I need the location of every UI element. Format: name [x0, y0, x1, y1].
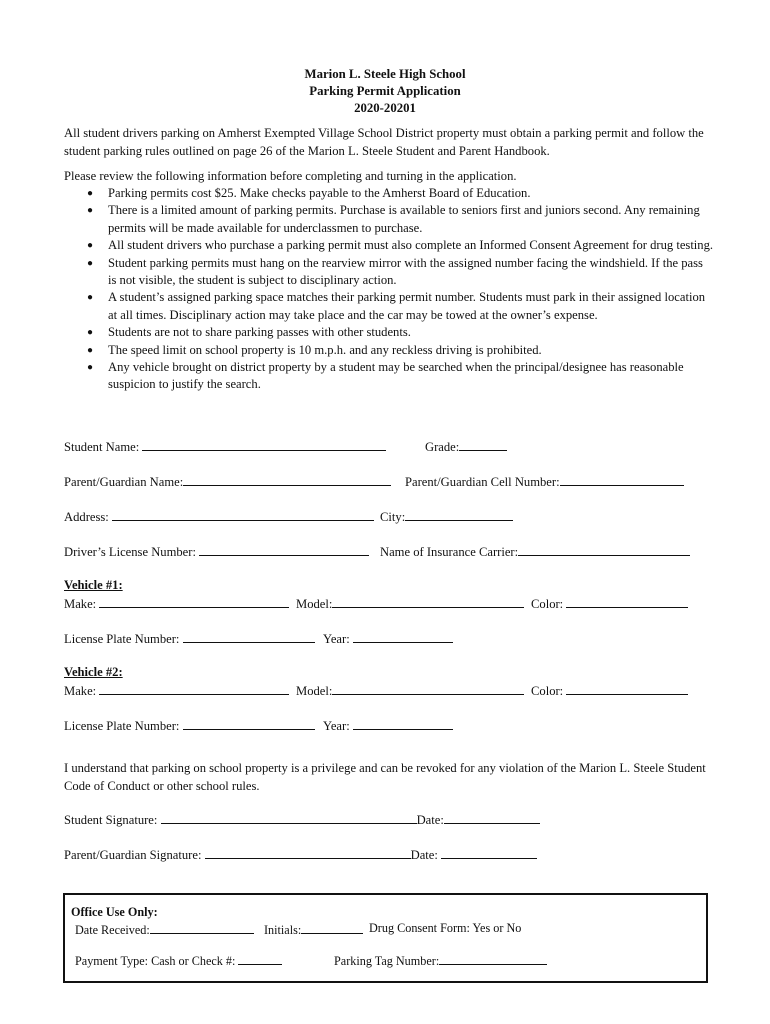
parking-tag-row — [334, 952, 547, 969]
vehicle-1-title: Vehicle #1: — [64, 578, 123, 592]
parking-tag-label: Parking Tag Number: — [334, 954, 440, 968]
grade-field[interactable] — [459, 438, 507, 451]
parent-date-field[interactable] — [441, 846, 537, 859]
address-row — [64, 508, 374, 525]
parent-cell-label: Parent/Guardian Cell Number: — [405, 475, 560, 489]
office-use-box — [63, 893, 708, 983]
school-year: 2020-20201 — [354, 101, 416, 115]
rule-text: A student’s assigned parking space matches their parking permit number. Students must park in their assigned location at all times. Disciplinary action may take place and the car may be towed at the owner’s expense. — [108, 290, 706, 322]
parent-signature-label: Parent/Guardian Signature: — [64, 848, 202, 862]
parent-name-row — [64, 473, 391, 490]
rule-text: Students are not to share parking passes with other students. — [108, 325, 411, 340]
vehicle-1-make-row — [64, 595, 289, 612]
address-label: Address: — [64, 510, 109, 524]
rule-text: All student drivers who purchase a parking permit must also complete an Informed Consent Agreement for drug testing. — [108, 238, 714, 253]
drug-consent-text: Drug Consent Form: Yes or No — [369, 921, 522, 935]
rule-text: The speed limit on school property is 10 m.p.h. and any reckless driving is prohibited. — [108, 342, 542, 357]
rule-text: Parking permits cost $25. Make checks payable to the Amherst Board of Education. — [108, 186, 531, 200]
vehicle-2-make-field[interactable] — [99, 682, 289, 695]
payment-type-row — [75, 952, 282, 969]
vehicle-1-color-row — [531, 595, 688, 612]
bullet-icon: ● — [87, 257, 94, 269]
student-date-field[interactable] — [444, 811, 540, 824]
intro-paragraph: All student drivers parking on Amherst Exempted Village School District property must obtain a parking permit and follow the student parking rules outlined on page 26 of the Marion L. Steele Student and Parent Handbook. — [64, 126, 704, 158]
rule-item — [64, 202, 714, 237]
parent-cell-row — [405, 473, 684, 490]
city-field[interactable] — [405, 508, 513, 521]
payment-type-label: Payment Type: Cash or Check #: — [75, 954, 236, 968]
student-name-label: Student Name: — [64, 440, 140, 454]
insurance-row — [380, 543, 690, 560]
vehicle-2-color-field[interactable] — [566, 682, 688, 695]
city-label: City: — [380, 510, 406, 524]
review-lead: Please review the following information before completing and turning in the application. — [64, 169, 517, 183]
parent-name-field[interactable] — [183, 473, 391, 486]
rule-text: Student parking permits must hang on the rearview mirror with the assigned number facing the windshield. If the pass is not visible, the student is subject to disciplinary action. — [108, 255, 703, 288]
vehicle-1-year-row — [323, 630, 453, 647]
vehicle-1-make-field[interactable] — [99, 595, 289, 608]
student-signature-row — [64, 811, 540, 828]
vehicle-2-plate-row — [64, 717, 315, 734]
vehicle-2-make-row — [64, 682, 289, 699]
student-signature-label: Student Signature: — [64, 813, 158, 827]
student-name-row — [64, 438, 386, 455]
rule-item — [64, 359, 714, 394]
color-label: Color: — [531, 597, 564, 611]
office-use-title: Office Use Only: — [71, 905, 158, 919]
city-row — [380, 508, 513, 525]
date-received-field[interactable] — [150, 921, 254, 934]
insurance-field[interactable] — [518, 543, 690, 556]
rule-item — [64, 255, 714, 290]
grade-label: Grade: — [425, 440, 460, 454]
grade-row — [425, 438, 507, 455]
agreement-paragraph: I understand that parking on school property is a privilege and can be revoked for any violation of the Marion L. Steele Student Code of Conduct or other school rules. — [64, 761, 706, 793]
student-name-field[interactable] — [142, 438, 386, 451]
student-signature-field[interactable] — [161, 811, 417, 824]
rule-item — [64, 237, 714, 254]
bullet-icon: ● — [87, 240, 94, 252]
vehicle-1-plate-row — [64, 630, 315, 647]
color-label: Color: — [531, 684, 564, 698]
bullet-icon: ● — [87, 205, 94, 217]
vehicle-2-year-field[interactable] — [353, 717, 453, 730]
student-date-label: Date: — [416, 813, 444, 827]
rule-item — [64, 289, 714, 324]
rule-text: There is a limited amount of parking permits. Purchase is available to seniors first and juniors second. Any remaining permits will be made available for underclassmen to purchase. — [108, 203, 700, 235]
bullet-icon: ● — [87, 292, 94, 304]
make-label: Make: — [64, 597, 97, 611]
initials-row — [264, 921, 363, 938]
date-received-label: Date Received: — [75, 923, 150, 937]
model-label: Model: — [296, 684, 333, 698]
license-row — [64, 543, 369, 560]
parent-date-label: Date: — [410, 848, 438, 862]
initials-field[interactable] — [301, 921, 363, 934]
date-received-row — [75, 921, 254, 938]
vehicle-2-model-row — [296, 682, 524, 699]
rules-list — [64, 185, 714, 394]
parking-tag-field[interactable] — [439, 952, 547, 965]
parent-signature-field[interactable] — [205, 846, 411, 859]
school-name: Marion L. Steele High School — [304, 67, 466, 81]
model-label: Model: — [296, 597, 333, 611]
vehicle-1-plate-field[interactable] — [183, 630, 315, 643]
insurance-label: Name of Insurance Carrier: — [380, 545, 519, 559]
bullet-icon: ● — [87, 344, 94, 356]
parent-cell-field[interactable] — [560, 473, 684, 486]
year-label: Year: — [323, 632, 350, 646]
plate-label: License Plate Number: — [64, 632, 180, 646]
rule-item — [64, 185, 714, 202]
address-field[interactable] — [112, 508, 374, 521]
year-label: Year: — [323, 719, 350, 733]
form-title: Parking Permit Application — [309, 84, 461, 98]
parent-name-label: Parent/Guardian Name: — [64, 475, 184, 489]
vehicle-1-color-field[interactable] — [566, 595, 688, 608]
initials-label: Initials: — [264, 923, 302, 937]
vehicle-1-year-field[interactable] — [353, 630, 453, 643]
parent-signature-row — [64, 846, 537, 863]
vehicle-2-model-field[interactable] — [332, 682, 524, 695]
vehicle-2-color-row — [531, 682, 688, 699]
rule-text: Any vehicle brought on district property by a student may be searched when the principal/designee has reasonable suspicion to justify the search. — [108, 360, 684, 392]
bullet-icon: ● — [87, 188, 94, 199]
check-number-field[interactable] — [238, 952, 282, 965]
make-label: Make: — [64, 684, 97, 698]
vehicle-1-model-field[interactable] — [332, 595, 524, 608]
vehicle-2-year-row — [323, 717, 453, 734]
bullet-icon: ● — [87, 327, 94, 339]
rule-item — [64, 342, 714, 359]
license-label: Driver’s License Number: — [64, 545, 196, 559]
bullet-icon: ● — [87, 362, 94, 374]
plate-label: License Plate Number: — [64, 719, 180, 733]
vehicle-2-plate-field[interactable] — [183, 717, 315, 730]
rule-item — [64, 324, 714, 341]
license-field[interactable] — [199, 543, 369, 556]
vehicle-1-model-row — [296, 595, 524, 612]
vehicle-2-title: Vehicle #2: — [64, 665, 123, 679]
